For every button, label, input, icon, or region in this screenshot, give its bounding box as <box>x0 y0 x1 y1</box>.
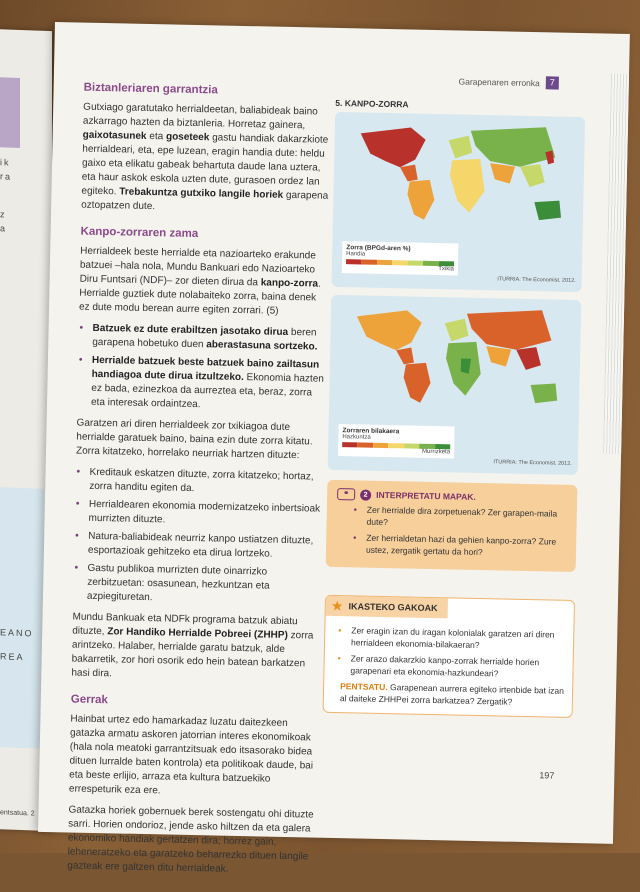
legend-swatch <box>346 259 362 264</box>
legend-end-label: Murrizketa <box>422 448 451 456</box>
debt-bullet-list-2 <box>73 466 324 609</box>
figure-title: 5. KANPO-ZORRA <box>335 97 409 110</box>
key-concepts-header <box>326 596 448 619</box>
key-concepts-list <box>324 624 573 681</box>
text: zorra arintzeko. Halaber, herrialde garatu batzuk, alde bakarretik, zor hori osorik edo hein batean barkatzen hasi dira. <box>71 630 314 680</box>
legend-title: Zorraren bilakaera <box>342 427 400 436</box>
bold-text: kanpo-zorra <box>260 277 319 290</box>
list-item: • Herrialdearen ekonomia modernizatzeko inbertsioak murrizten dituzte. <box>84 498 323 531</box>
list-item: • Zer eragin izan du iragan kolonialak garatzen ari diren herrialdeen ekonomia-bilakaeran? <box>347 624 573 653</box>
activity-header <box>337 488 569 505</box>
list-item: • Zer arazo dakarzkio kanpo-zorrak herrialde horien garapenari eta ekonomia-hazkundeari? <box>346 652 572 681</box>
list-item: • Natura-baliabideak neurriz kanpo ustiatzen dituzte, esportazioak gehitzeko eta dirua lortzeko. <box>84 530 323 563</box>
bold-text: Herrialde batzuek beste batzuek baino zailtasun handiagoa dute dirua itzultzeko. <box>91 354 320 384</box>
legend-swatch <box>408 260 424 265</box>
list-item <box>87 354 326 415</box>
activity-box <box>326 480 578 572</box>
debt-paragraph-1 <box>79 245 328 320</box>
unit-title: Garapenaren erronka <box>458 75 540 88</box>
text: Herrialdeek beste herrialde eta nazioarteko erakunde batzuei –hala nola, Mundu Bankuari edo Nazioarteko Diru Funtsari (NDF)– zor dieten dirua da <box>79 245 316 289</box>
text: beren garapena hobetuko duen <box>92 326 317 351</box>
bold-text: Zor Handiko Herrialde Pobreei (ZHHP) <box>107 626 288 642</box>
legend-swatch <box>423 261 439 266</box>
legend-swatch <box>342 442 358 447</box>
list-item: • Gastu publikoa murrizten dute oinarrizko zerbitzuetan: osasunean, hezkuntzan eta azpiegituretan. <box>83 562 322 609</box>
textbook-page <box>38 22 630 875</box>
list-item: • Kreditauk eskatzen dituzte, zorra kitatzeko; hortaz, zorra handitu egiten da. <box>85 466 324 499</box>
left-page-fragment: a <box>0 223 8 234</box>
text: . Herrialde guztiek dute nolabaiteko zorra, baina denek ez dute modu berean aurre egiten zorrari. (5) <box>78 278 321 317</box>
left-page-map-fragment <box>0 487 44 749</box>
left-page-fragment: ik <box>0 157 11 168</box>
text: eta <box>146 130 167 143</box>
legend-start-label: Hazkuntza <box>342 434 371 441</box>
list-item: • Zer herrialde dira zorpetuenak? Zer garapen-maila dute? <box>362 504 568 532</box>
legend-swatch <box>361 259 377 264</box>
text: Ekonomia hazten ez bada, ezinezkoa da aurreztea eta, beraz, zorra eta interesak ordaintzea. <box>90 372 324 411</box>
main-text-column <box>67 81 332 886</box>
figure-column <box>323 98 586 718</box>
bold-text: aberastasuna sortzeko. <box>206 339 318 353</box>
debt-evolution-map <box>328 295 582 475</box>
star-icon: ★ <box>331 598 343 614</box>
text: garapena oztopatzen dute. <box>81 189 329 213</box>
left-page-fragment: REA <box>0 651 25 663</box>
bold-text: gaixotasunek <box>82 129 147 142</box>
legend-swatch <box>388 443 404 448</box>
activity-number-badge: 2 <box>360 489 371 500</box>
text: gastu handiak dakarzkiote herrialdeari, eta, epe luzean, eragin handia dute: heldu gaixo eta elikatu gabeak behartuta daude lana uztera, eta haur askok eskola uzten dute, gurasoen ordez lan egiteko. <box>81 132 329 198</box>
section-title-external-debt: Kanpo-zorraren zama <box>80 225 199 241</box>
page-number: 197 <box>539 770 555 781</box>
activity-type-icon: ⚭ <box>337 488 355 500</box>
debt-evolution-legend <box>338 424 455 458</box>
wars-paragraph-1: Hainbat urtez edo hamarkadaz luzatu daitezkeen gatazka armatu askoren jatorrian interes ekonomikoak (hala nola meatoki garrantzitsuak edo itsasorako bidea dituen lurralde baten kontrola) eta politikoak daude, bai eta beste erlijio, arraza eta kultura batzuekiko errespeturik eza ere. <box>68 713 314 797</box>
debt-paragraph-2: Garatzen ari diren herrialdeek zor txikiagoa dute herrialde garatuek baino, baina ezin dute zorra kitatu. Zorra kitatzeko, horrelako neurriak hartzen dituzte: <box>75 417 313 462</box>
left-page-color-tab <box>0 77 20 148</box>
section-title-wars: Gerrak <box>70 693 109 707</box>
wars-paragraph-2: Gatazka horiek gobernuek berek sostengatu ohi dituzte sarri. Horien ondorioz, jende asko hiltzen da eta galera ekonomiko handiak gertatzen dira; horrez gain, leheneratzeko eta garatzeko beharrezko dituen langile gazteak ere galtzen ditu herrialdeak. <box>67 804 314 875</box>
bold-text: Batzuek ez dute erabiltzen jasotako dirua <box>92 322 289 338</box>
bold-text: goseteek <box>165 131 210 144</box>
legend-title: Zorra (BPGd-aren %) <box>346 244 411 253</box>
map-source-credit: ITURRIA: The Economist. 2012. <box>497 276 576 284</box>
world-map-debt-level <box>339 118 579 243</box>
bold-text: Trebakuntza gutxiko langile horiek <box>119 186 284 201</box>
left-page-fragment: ra <box>0 171 13 182</box>
left-page-fragment: z <box>0 209 7 220</box>
world-map-debt-evolution <box>335 301 575 426</box>
legend-swatch <box>373 443 389 448</box>
legend-swatch <box>377 260 393 265</box>
list-item: • Zer herrialdetan hazi da gehien kanpo-zorra? Zure ustez, zergatik gertatu da hori? <box>362 532 568 560</box>
list-item <box>88 322 327 355</box>
legend-swatch <box>392 260 408 265</box>
activity-title: INTERPRETATU MAPAK. <box>376 489 476 502</box>
legend-start-label: Handia <box>346 251 366 258</box>
legend-swatch <box>358 442 374 447</box>
unit-number-badge: 7 <box>546 76 559 89</box>
legend-swatch <box>404 443 420 448</box>
map-source-credit: ITURRIA: The Economist. 2012. <box>493 459 572 467</box>
text: Mundu Bankuak eta NDFk programa batzuk abiatu dituzte, <box>72 611 298 638</box>
running-header <box>458 74 559 89</box>
think-prompt <box>324 680 572 709</box>
left-page-fragment: EANO <box>0 627 34 639</box>
left-page-fragment: entsatua. 2 <box>0 809 35 818</box>
debt-level-legend <box>342 241 459 275</box>
key-concepts-box <box>323 595 575 718</box>
debt-paragraph-3 <box>71 610 320 685</box>
section-title-population: Biztanleriaren garrantzia <box>83 81 218 97</box>
debt-bullet-list-1 <box>77 322 327 415</box>
activity-questions <box>336 503 569 560</box>
think-text: Garapenean aurrera egiteko irtenbide bat izan al daiteke ZHHPei zorra barkatzea? Zergatik? <box>339 682 565 707</box>
population-paragraph <box>81 101 331 218</box>
think-label: PENTSATU. <box>340 681 388 693</box>
text: Gutxiago garatutako herrialdeetan, baliabideak baino azkarrago hazten da biztanleria. Horretaz gainera, <box>82 101 318 132</box>
key-concepts-title: IKASTEKO GAKOAK <box>348 601 438 614</box>
legend-end-label: Txikia <box>438 266 454 273</box>
debt-level-map <box>332 112 586 292</box>
